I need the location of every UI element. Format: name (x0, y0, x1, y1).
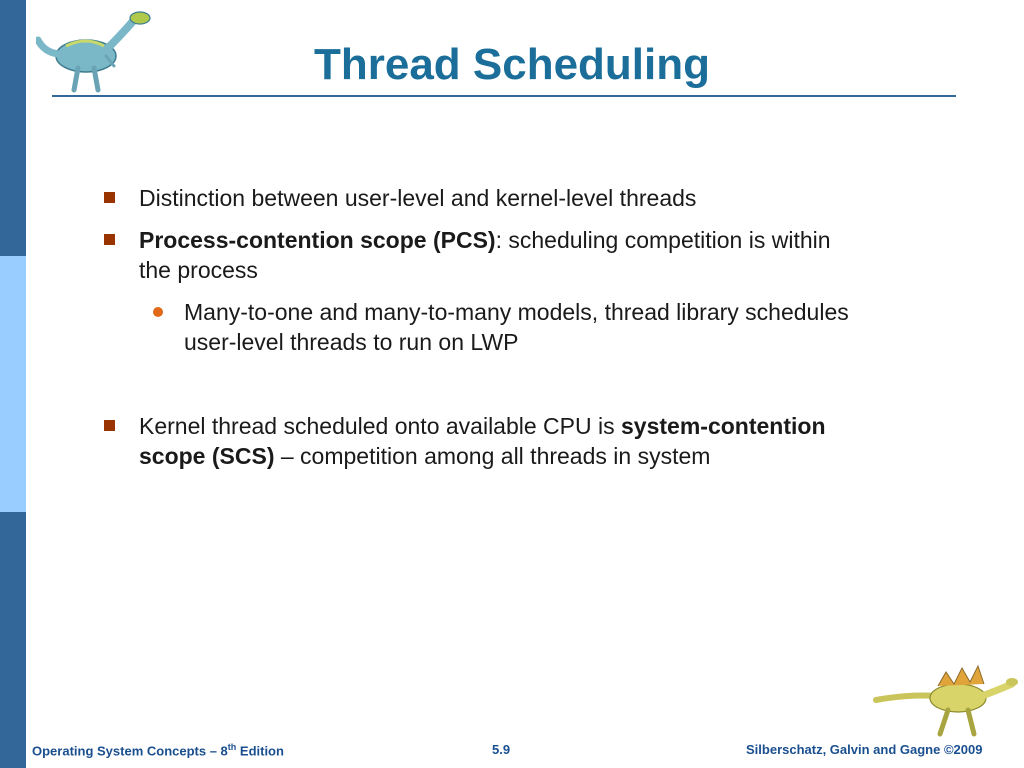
bullet-3-post: – competition among all threads in system (274, 443, 711, 469)
footer-book-title-main: Operating System Concepts – 8 (32, 743, 228, 759)
footer-authors: Silberschatz, Galvin and Gagne ©2009 (746, 742, 983, 757)
bullet-3-pre: Kernel thread scheduled onto available CPU is (139, 413, 622, 439)
footer-slide-number: 5.9 (492, 742, 511, 757)
bullet-2 (139, 225, 939, 285)
bullet-3-line-2 (139, 441, 939, 471)
sub-bullet-1 (184, 297, 964, 357)
dinosaur-icon (868, 660, 1018, 740)
slide-title: Thread Scheduling (313, 40, 711, 89)
pcs-definition: : scheduling competition is within (495, 227, 831, 253)
bullet-1-text: Distinction between user-level and kernel-level threads (139, 185, 697, 211)
footer-edition-sup: th (227, 742, 237, 752)
bullet-3 (139, 411, 939, 471)
bullet-2-line-1 (139, 225, 939, 255)
sub-bullet-line-1: Many-to-one and many-to-many models, thread library schedules (184, 299, 849, 325)
scs-term-part-2: scope (SCS) (139, 443, 275, 469)
pcs-term: Process-contention scope (PCS) (139, 227, 496, 253)
square-bullet-icon (104, 234, 115, 245)
footer-edition-label: Edition (236, 743, 284, 759)
scs-term-part-1: system-contention (621, 413, 826, 439)
bullet-3-line-1 (139, 411, 939, 441)
bullet-2-line-2: the process (139, 257, 258, 283)
square-bullet-icon (104, 420, 115, 431)
square-bullet-icon (104, 192, 115, 203)
circle-bullet-icon (153, 307, 163, 317)
bullet-1 (139, 183, 696, 213)
sub-bullet-line-2: user-level threads to run on LWP (184, 329, 519, 355)
footer-book-title (32, 742, 284, 758)
